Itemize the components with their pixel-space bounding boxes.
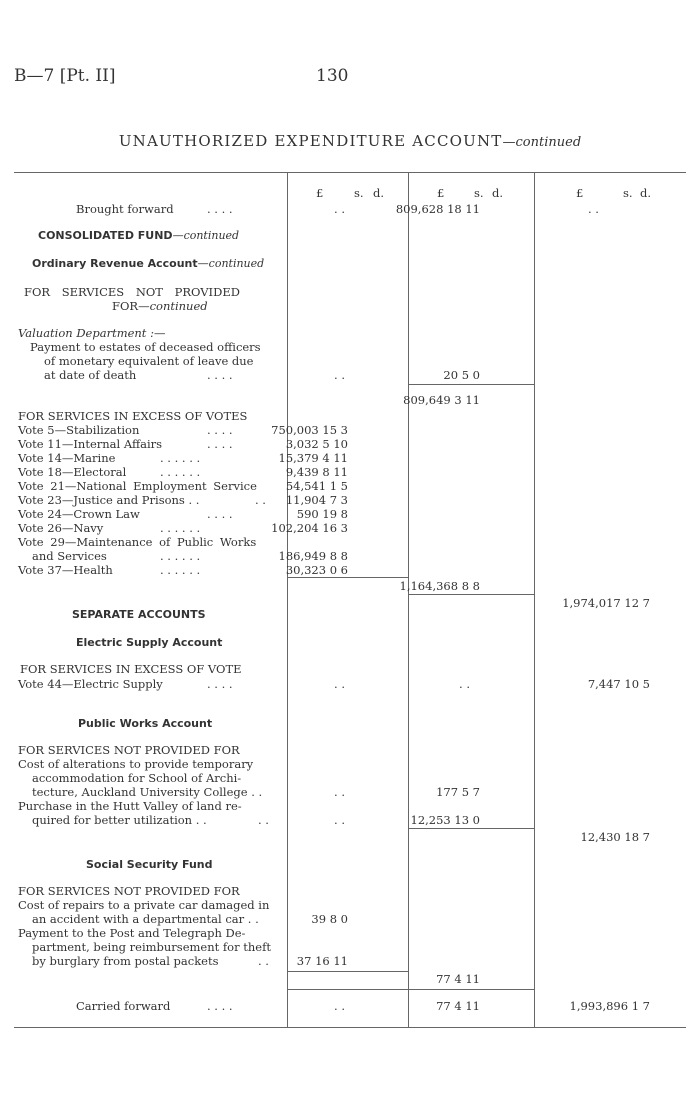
electric-supply-heading: Electric Supply Account: [76, 636, 223, 649]
vote-dots: . .: [255, 493, 266, 507]
carried-forward-label: Carried forward: [76, 999, 171, 1013]
excess-votes-heading: FOR SERVICES IN EXCESS OF VOTES: [18, 409, 248, 423]
ordinary-revenue-heading: [32, 257, 264, 271]
col3-pence-heading: d.: [640, 186, 652, 200]
col2-pence-heading: d.: [492, 186, 504, 200]
vote-amount: 9,439 8 11: [285, 465, 348, 479]
vote-label: and Services: [32, 549, 107, 563]
social-security-item2-dots: . .: [258, 954, 269, 968]
electric-supply-col1: . .: [334, 677, 345, 691]
public-works-item2-col2: 12,253 13 0: [410, 813, 480, 827]
vote-amount: 102,204 16 3: [271, 521, 348, 535]
vote-label: Vote 26—Navy: [18, 521, 104, 535]
vote-amount: 3,032 5 10: [285, 437, 348, 451]
subtotal-rule-carried: [287, 989, 534, 990]
valuation-subtotal: 809,649 3 11: [403, 393, 480, 407]
social-security-item1-line2: an accident with a departmental car . .: [32, 912, 259, 926]
valuation-col1: . .: [334, 368, 345, 382]
public-works-item2-col1: . .: [334, 813, 345, 827]
public-works-item1-line1: Cost of alterations to provide temporary: [18, 757, 254, 771]
public-works-item1-col1: . .: [334, 785, 345, 799]
consolidated-fund-total: 1,974,017 12 7: [562, 596, 650, 610]
vote-label: Vote 24—Crown Law: [18, 507, 140, 521]
public-works-subheading: FOR SERVICES NOT PROVIDED FOR: [18, 743, 240, 757]
carried-forward-dots: . . . .: [207, 999, 233, 1013]
table-bottom-rule: [14, 1027, 686, 1028]
not-provided-suffix: —continued: [138, 299, 208, 313]
col2-pounds-heading: £: [437, 186, 445, 200]
vote-label: Vote 18—Electoral: [18, 465, 127, 479]
social-security-item2-line3: by burglary from postal packets: [32, 954, 219, 968]
col3-shillings-heading: s.: [623, 186, 633, 200]
vote-amount: 30,323 0 6: [285, 563, 348, 577]
valuation-dots: . . . .: [207, 368, 233, 382]
public-works-item1-line3: tecture, Auckland University College . .: [32, 785, 263, 799]
column-divider-2: [408, 173, 409, 1028]
separate-accounts-heading: SEPARATE ACCOUNTS: [72, 608, 206, 621]
brought-forward-col2: 809,628 18 11: [395, 202, 480, 216]
subtotal-rule-social: [287, 971, 408, 972]
column-divider-3: [534, 173, 535, 1028]
title-suffix: —continued: [502, 135, 582, 150]
vote-dots: . . . .: [207, 507, 233, 521]
subtotal-rule-public-works: [408, 828, 534, 829]
subtotal-rule-votes: [287, 577, 408, 578]
vote-dots: . . . . . .: [160, 549, 201, 563]
social-security-subheading: FOR SERVICES NOT PROVIDED FOR: [18, 884, 240, 898]
valuation-heading: Valuation Department :—: [18, 326, 166, 340]
carried-forward-col2: 77 4 11: [436, 999, 480, 1013]
not-provided-heading-line2: [112, 299, 208, 313]
vote-amount: 186,949 8 8: [278, 549, 348, 563]
vote-label: Vote 11—Internal Affairs: [18, 437, 163, 451]
excess-votes-total: 1,164,368 8 8: [399, 579, 480, 593]
brought-forward-col3: . .: [588, 202, 599, 216]
ordinary-revenue-suffix: —continued: [197, 257, 265, 270]
social-security-item1-line1: Cost of repairs to a private car damaged in: [18, 898, 270, 912]
vote-dots: . . . . . .: [160, 563, 201, 577]
valuation-line-2: of monetary equivalent of leave due: [44, 354, 254, 368]
subtotal-rule-valuation: [408, 384, 534, 385]
not-provided-heading-line1: FOR SERVICES NOT PROVIDED: [24, 285, 240, 299]
col1-pounds-heading: £: [316, 186, 324, 200]
vote-amount: 590 19 8: [296, 507, 348, 521]
vote-dots: . . . .: [207, 423, 233, 437]
social-security-item2-col1: 37 16 11: [296, 954, 348, 968]
vote-label: Vote 21—National Employment Service: [18, 479, 257, 493]
public-works-item2-line2: quired for better utilization . .: [32, 813, 207, 827]
consolidated-fund-heading: [38, 229, 239, 243]
public-works-total: 12,430 18 7: [580, 830, 650, 844]
brought-forward-col1: . .: [334, 202, 345, 216]
column-divider-1: [287, 173, 288, 1028]
consolidated-fund-title: CONSOLIDATED FUND: [38, 229, 173, 242]
brought-forward-label: Brought forward: [76, 202, 174, 216]
document-reference: B—7 [Pt. II]: [14, 66, 116, 86]
vote-amount: 15,379 4 11: [278, 451, 348, 465]
not-provided-for: FOR: [112, 299, 139, 313]
public-works-item2-dots: . .: [258, 813, 269, 827]
carried-forward-col3: 1,993,896 1 7: [569, 999, 650, 1013]
vote-amount: 750,003 15 3: [271, 423, 348, 437]
col1-shillings-heading: s.: [354, 186, 364, 200]
electric-supply-col3: 7,447 10 5: [587, 677, 650, 691]
valuation-col2: 20 5 0: [443, 368, 480, 382]
electric-supply-dots: . . . .: [207, 677, 233, 691]
col3-pounds-heading: £: [576, 186, 584, 200]
public-works-heading: Public Works Account: [78, 717, 213, 730]
electric-supply-col2: . .: [459, 677, 470, 691]
vote-label: Vote 23—Justice and Prisons . .: [18, 493, 200, 507]
vote-dots: . . . . . .: [160, 451, 201, 465]
subtotal-rule-fund: [408, 594, 534, 595]
social-security-item1-col1: 39 8 0: [311, 912, 348, 926]
carried-forward-col1: . .: [334, 999, 345, 1013]
public-works-item1-col2: 177 5 7: [436, 785, 480, 799]
social-security-total: 77 4 11: [436, 972, 480, 986]
public-works-item1-line2: accommodation for School of Archi-: [32, 771, 242, 785]
title-main: UNAUTHORIZED EXPENDITURE ACCOUNT: [118, 132, 503, 150]
vote-dots: . . . .: [207, 437, 233, 451]
vote-dots: . . . . . .: [160, 465, 201, 479]
social-security-heading: Social Security Fund: [86, 858, 213, 871]
col1-pence-heading: d.: [373, 186, 385, 200]
page-number: 130: [316, 66, 349, 86]
vote-label: Vote 5—Stabilization: [18, 423, 140, 437]
vote-label: Vote 29—Maintenance of Public Works: [18, 535, 257, 549]
electric-supply-item: Vote 44—Electric Supply: [18, 677, 163, 691]
social-security-item2-line1: Payment to the Post and Telegraph De-: [18, 926, 246, 940]
valuation-line-3: at date of death: [44, 368, 137, 382]
valuation-line-1: Payment to estates of deceased officers: [30, 340, 261, 354]
ordinary-revenue-title: Ordinary Revenue Account: [32, 257, 198, 270]
col2-shillings-heading: s.: [474, 186, 484, 200]
brought-forward-dots: . . . .: [207, 202, 233, 216]
table-top-rule: [14, 172, 686, 173]
social-security-item2-line2: partment, being reimbursement for theft: [32, 940, 271, 954]
electric-supply-subheading: FOR SERVICES IN EXCESS OF VOTE: [20, 662, 242, 676]
vote-amount: 54,541 1 5: [285, 479, 348, 493]
page-title: [0, 132, 700, 150]
vote-amount: 11,904 7 3: [285, 493, 348, 507]
public-works-item2-line1: Purchase in the Hutt Valley of land re-: [18, 799, 242, 813]
vote-label: Vote 14—Marine: [18, 451, 116, 465]
vote-dots: . . . . . .: [160, 521, 201, 535]
consolidated-fund-suffix: —continued: [172, 229, 240, 242]
vote-label: Vote 37—Health: [18, 563, 113, 577]
